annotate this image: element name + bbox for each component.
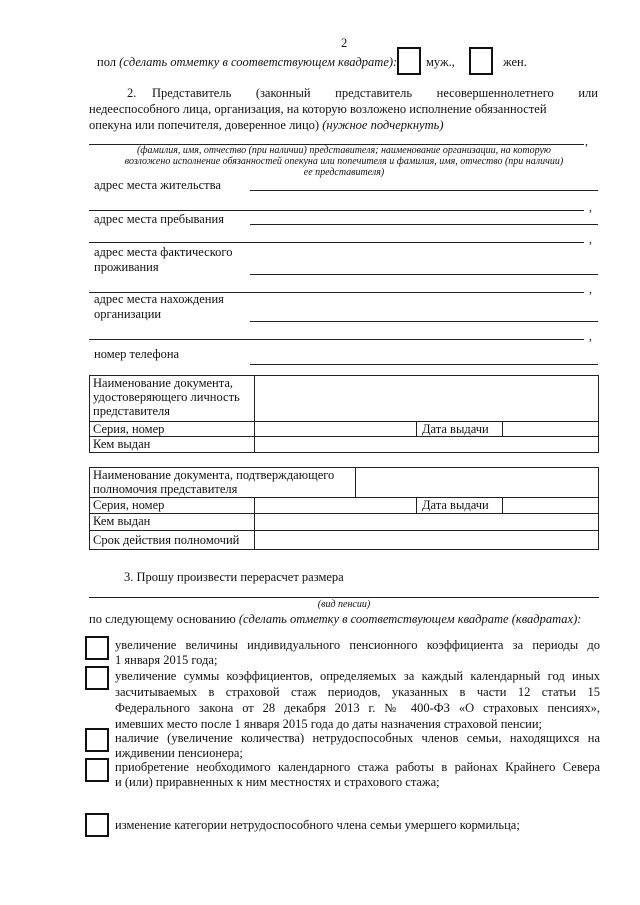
- gender-hint: (сделать отметку в соответствующем квадрате):: [119, 55, 398, 69]
- addr-residence-field[interactable]: [250, 190, 598, 191]
- female-label: жен.: [503, 55, 527, 69]
- identity-issued-by-label: Кем выдан: [90, 437, 255, 453]
- representative-caption: (фамилия, имя, отчество (при наличии) представителя; наименование организации, на которую возложено исполнение обязанностей опекуна или попечителя и фамилия, имя, отчество (при наличии) ее представителя): [124, 145, 564, 178]
- addr-stay-field-2[interactable]: [89, 242, 584, 243]
- phone-field[interactable]: [250, 364, 598, 365]
- pension-type-field[interactable]: [89, 597, 599, 598]
- male-checkbox[interactable]: [397, 47, 421, 75]
- option-3-text: наличие (увеличение количества) нетрудоспособных членов семьи, находящихся на иждивении пенсионера;: [115, 731, 600, 760]
- identity-issue-date-label: Дата выдачи: [417, 422, 503, 437]
- addr-org-field-2[interactable]: [89, 339, 584, 340]
- option-5-checkbox[interactable]: [85, 813, 109, 837]
- authority-issued-by-label: Кем выдан: [90, 514, 255, 531]
- addr-residence-field-2[interactable]: [89, 210, 584, 211]
- identity-document-table: [89, 375, 599, 453]
- authority-series-label: Серия, номер: [90, 498, 255, 514]
- identity-issued-by-field[interactable]: [255, 437, 599, 453]
- identity-doc-name-field[interactable]: [255, 376, 599, 422]
- female-checkbox[interactable]: [469, 47, 493, 75]
- option-5-text: изменение категории нетрудоспособного члена семьи умершего кормильца;: [115, 818, 520, 832]
- section2-line1: Представитель (законный представитель несовершеннолетнего или: [152, 86, 598, 100]
- section2-number: 2.: [127, 86, 137, 100]
- phone-label: номер телефона: [94, 347, 180, 361]
- male-label: муж.,: [426, 55, 455, 69]
- section2-hint: (нужное подчеркнуть): [322, 118, 444, 132]
- authority-issue-date-label: Дата выдачи: [417, 498, 503, 514]
- authority-doc-name-label: Наименование документа, подтверждающего полномочия представителя: [90, 468, 356, 498]
- page-number: 2: [341, 36, 348, 50]
- identity-issue-date-field[interactable]: [503, 422, 599, 437]
- identity-doc-name-label: Наименование документа, удостоверяющего личность представителя: [90, 376, 255, 422]
- authority-validity-label: Срок действия полномочий: [90, 531, 255, 550]
- option-3-checkbox[interactable]: [85, 728, 109, 752]
- addr-stay-label: адрес места пребывания: [94, 212, 224, 226]
- addr-actual-field[interactable]: [250, 274, 598, 275]
- identity-series-field[interactable]: [255, 422, 417, 437]
- section2-line2: недееспособного лица, организация, на которую возложено исполнение обязанностей: [89, 102, 547, 116]
- authority-doc-name-field[interactable]: [356, 468, 599, 498]
- option-1-text: увеличение величины индивидуального пенсионного коэффициента за периоды до 1 января 2015 года;: [115, 638, 600, 667]
- option-2-text: увеличение суммы коэффициентов, определяемых за каждый календарный год иных засчитываемых в страховой стаж периодов, указанных в части 12 статьи 15 Федерального закона от 28 декабря 2013 г. № 400-ФЗ «О страховых пенсиях», имевших место после 1 января 2015 года до даты назначения страховой пенсии;: [115, 669, 600, 731]
- addr-org-field[interactable]: [250, 321, 598, 322]
- authority-document-table: [89, 467, 599, 550]
- authority-validity-field[interactable]: [255, 531, 599, 550]
- option-2-checkbox[interactable]: [85, 666, 109, 690]
- option-1-checkbox[interactable]: [85, 636, 109, 660]
- addr-residence-label: адрес места жительства: [94, 178, 221, 192]
- authority-series-field[interactable]: [255, 498, 417, 514]
- basis-hint: (сделать отметку в соответствующем квадрате (квадратах):: [238, 612, 582, 626]
- addr-org-label: адрес места нахождения организации: [94, 292, 224, 321]
- section2-line3: опекуна или попечителя, доверенное лицо) (нужное подчеркнуть): [89, 118, 444, 132]
- section3-title: 3. Прошу произвести перерасчет размера: [124, 570, 344, 584]
- gender-label: пол (сделать отметку в соответствующем квадрате):: [97, 55, 398, 69]
- addr-actual-label: адрес места фактического проживания: [94, 245, 233, 274]
- option-4-text: приобретение необходимого календарного стажа работы в районах Крайнего Севера и (или) приравненных к ним местностях и страхового стажа;: [115, 760, 600, 789]
- identity-series-label: Серия, номер: [90, 422, 255, 437]
- option-4-checkbox[interactable]: [85, 758, 109, 782]
- pension-type-caption: (вид пенсии): [317, 599, 371, 610]
- addr-stay-field[interactable]: [250, 224, 598, 225]
- basis-label: по следующему основанию (сделать отметку в соответствующем квадрате (квадратах):: [89, 612, 582, 626]
- authority-issue-date-field[interactable]: [503, 498, 599, 514]
- authority-issued-by-field[interactable]: [255, 514, 599, 531]
